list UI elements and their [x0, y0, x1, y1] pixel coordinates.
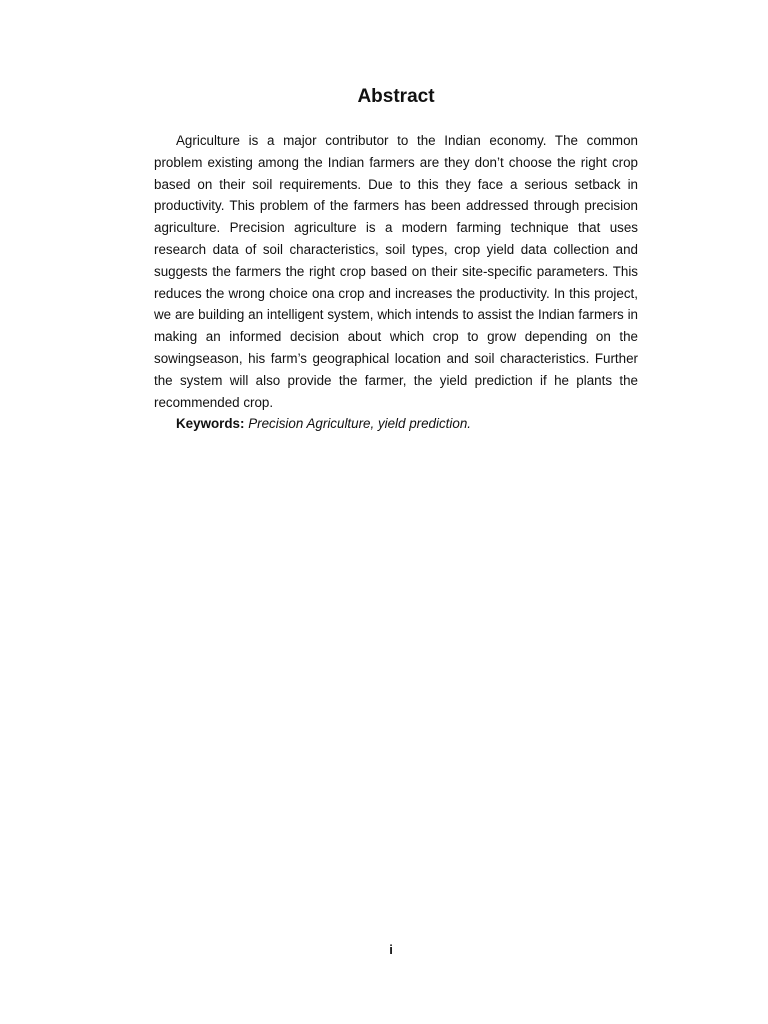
page-number: i	[389, 942, 393, 957]
page-title: Abstract	[357, 86, 435, 107]
abstract-body	[154, 130, 638, 435]
keywords-value: Precision Agriculture, yield prediction.	[248, 416, 471, 432]
keywords-line	[154, 413, 638, 435]
abstract-paragraph: Agriculture is a major contributor to the Indian economy. The common problem existing among the Indian farmers are they don’t choose the right crop based on their soil requirements. Due to this they face a serious setback in productivity. This problem of the farmers has been addressed through precision agriculture. Precision agriculture is a modern farming technique that uses research data of soil characteristics, soil types, crop yield data collection and suggests the farmers the right crop based on their site-specific parameters. This reduces the wrong choice ona crop and increases the productivity. In this project, we are building an intelligent system, which intends to assist the Indian farmers in making an informed decision about which crop to grow depending on the sowingseason, his farm’s geographical location and soil characteristics. Further the system will also provide the farmer, the yield prediction if he plants the recommended crop.	[154, 133, 638, 410]
keywords-label: Keywords:	[176, 416, 245, 432]
